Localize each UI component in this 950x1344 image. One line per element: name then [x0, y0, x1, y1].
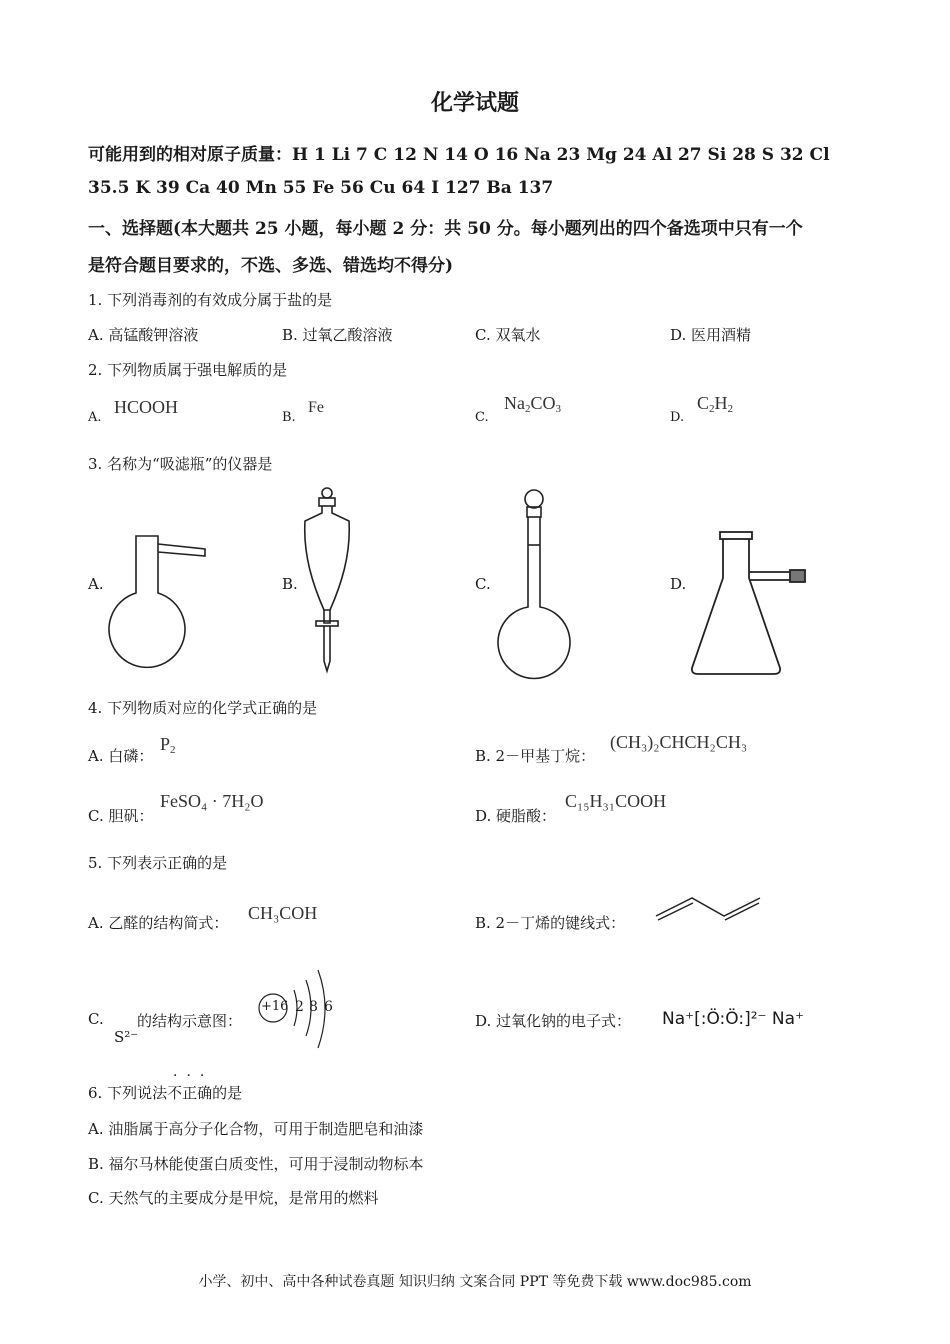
q6-option-a: A. 油脂属于高分子化合物，可用于制造肥皂和油漆 — [88, 1120, 424, 1138]
q2-option-d-label: D. — [670, 410, 685, 425]
question-6-stem: 6. 下列说法不正确的是 — [88, 1084, 243, 1102]
2-butene-skeletal-formula — [652, 890, 764, 922]
q6-option-b: B. 福尔马林能使蛋白质变性，可用于浸制动物标本 — [88, 1155, 424, 1173]
q4-option-c-label: C. 胆矾： — [88, 807, 154, 825]
q3-option-b-label: B. — [282, 575, 298, 593]
q4-option-d-formula: C₁₅H₃₁COOH — [565, 791, 667, 811]
q4-option-a-label: A. 白磷： — [88, 747, 154, 765]
q5-option-c-ion: S²⁻ — [114, 1028, 139, 1046]
q2-option-d-formula: $C_2H_2$ — [697, 393, 734, 415]
q2-option-c-label: C. — [475, 410, 489, 425]
section-header-line1: 一、选择题(本大题共 25 小题，每小题 2 分：共 50 分。每小题列出的四个备选项中只有一个 — [88, 219, 803, 239]
section-header-line2: 是符合题目要求的，不选、多选、错选均不得分) — [88, 256, 454, 276]
question-4-stem: 4. 下列物质对应的化学式正确的是 — [88, 699, 318, 717]
q3-option-c-label: C. — [475, 575, 491, 593]
q2-option-a-formula: HCOOH — [114, 397, 179, 417]
q5-option-c-label: C. — [88, 1010, 104, 1028]
q5-option-a-label: A. 乙醛的结构简式： — [88, 914, 229, 932]
q4-option-c-formula: FeSO₄ · 7H₂O — [160, 791, 264, 811]
q2-option-a-label: A. — [88, 410, 102, 425]
q2-option-b-formula: Fe — [308, 399, 324, 416]
q1-option-d: D. 医用酒精 — [670, 326, 752, 344]
round-flask-side-arm-diagram — [100, 530, 215, 680]
question-1-stem: 1. 下列消毒剂的有效成分属于盐的是 — [88, 291, 333, 309]
q3-option-d-label: D. — [670, 575, 687, 593]
q5-option-c-text: 的结构示意图： — [137, 1012, 243, 1030]
atomic-masses-line1: 可能用到的相对原子质量：H 1 Li 7 C 12 N 14 O 16 Na 23 Mg 24 Al 27 Si 28 S 32 Cl — [88, 145, 830, 165]
q4-option-b-label: B. 2－甲基丁烷： — [475, 747, 596, 765]
q5-option-a-formula: CH₃COH — [248, 903, 318, 923]
page-title: 化学试题 — [430, 90, 519, 116]
sodium-peroxide-electron-formula: Na⁺[:Ö:Ö:]²⁻ Na⁺ — [662, 1009, 805, 1029]
shell-3-electrons: 6 — [324, 999, 333, 1015]
q6-option-c: C. 天然气的主要成分是甲烷，是常用的燃料 — [88, 1189, 379, 1207]
q2-option-b-label: B. — [282, 410, 296, 425]
q4-option-b-formula: (CH₃)₂CHCH₂CH₃ — [610, 732, 748, 752]
question-5-stem: 5. 下列表示正确的是 — [88, 854, 228, 872]
separatory-funnel-diagram — [295, 485, 360, 680]
shell-2-electrons: 8 — [309, 999, 318, 1015]
q5-option-b-label: B. 2－丁烯的键线式： — [475, 914, 626, 932]
question-3-stem: 3. 名称为“吸滤瓶”的仪器是 — [88, 455, 273, 473]
shell-1-electrons: 2 — [295, 999, 304, 1015]
q1-option-c: C. 双氧水 — [475, 326, 541, 344]
nucleus-charge: +16 — [261, 999, 289, 1014]
q4-option-d-label: D. 硬脂酸： — [475, 807, 557, 825]
sulfide-ion-structure-diagram — [256, 968, 340, 1052]
q1-option-a: A. 高锰酸钾溶液 — [88, 326, 199, 344]
q3-option-a-label: A. — [88, 575, 104, 593]
emphasis-dots: ··· — [173, 1068, 214, 1084]
q1-option-b: B. 过氧乙酸溶液 — [282, 326, 393, 344]
suction-flask-diagram — [686, 528, 811, 680]
atomic-masses-line2: 35.5 K 39 Ca 40 Mn 55 Fe 56 Cu 64 I 127 Ba 137 — [88, 178, 554, 198]
page-footer: 小学、初中、高中各种试卷真题 知识归纳 文案合同 PPT 等免费下载 www.doc985.com — [198, 1274, 752, 1290]
q4-option-a-formula: $P_2$ — [160, 734, 176, 756]
q5-option-d-label: D. 过氧化钠的电子式： — [475, 1012, 632, 1030]
q2-option-c-formula: $Na_2CO_3$ — [504, 393, 562, 415]
question-2-stem: 2. 下列物质属于强电解质的是 — [88, 361, 288, 379]
volumetric-flask-diagram — [492, 485, 577, 680]
